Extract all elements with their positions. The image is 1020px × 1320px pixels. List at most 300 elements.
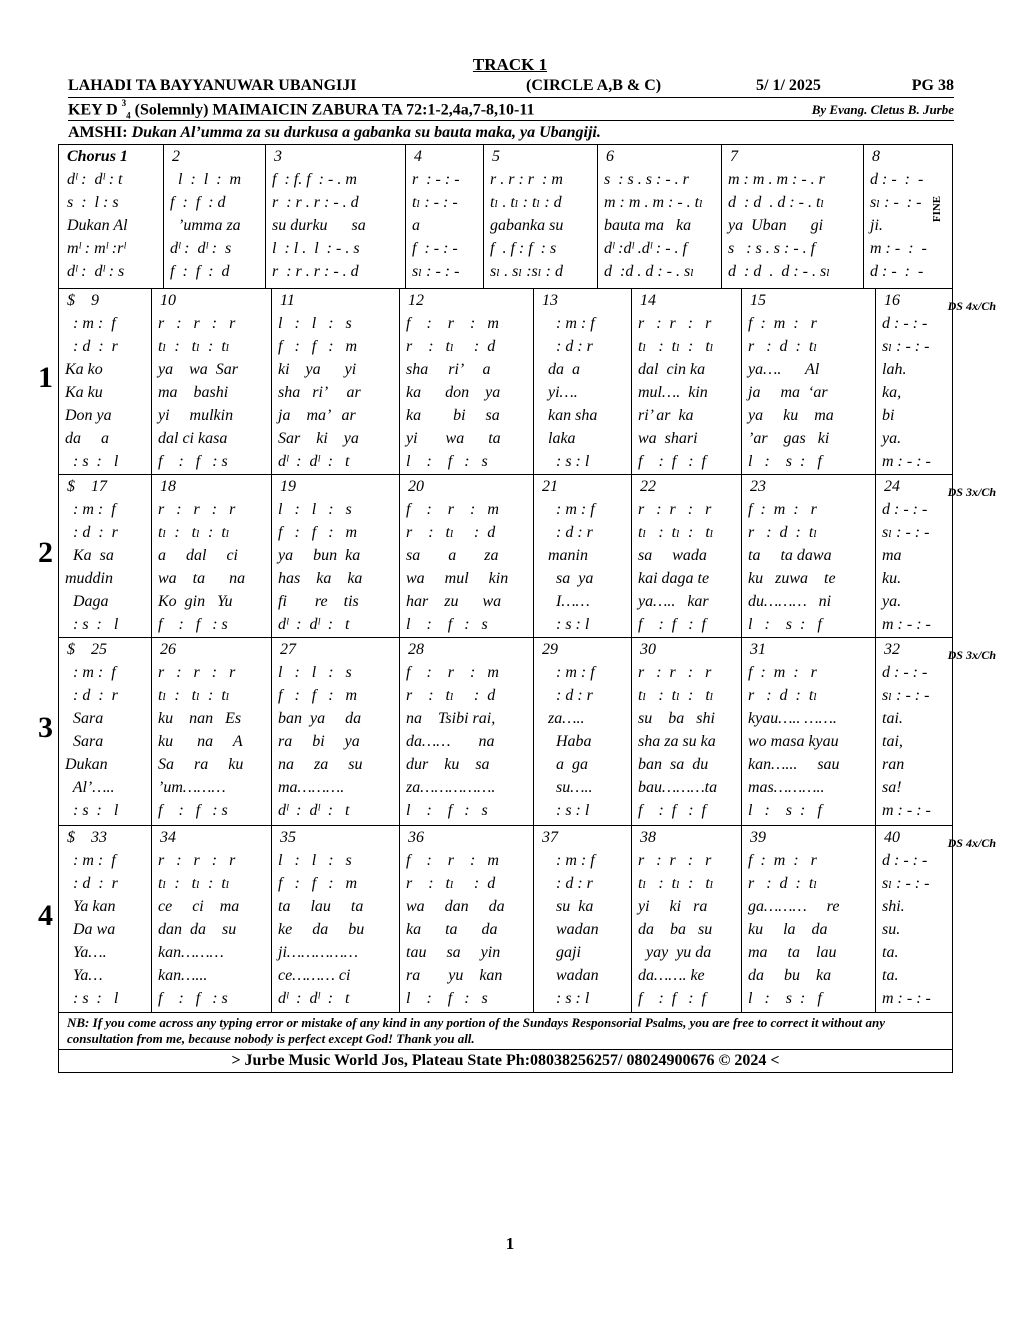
notation-line: ri’ ar ka [638, 407, 694, 424]
measure-number: 2 [172, 148, 180, 165]
notation-line: laka [540, 430, 576, 447]
measure-cell [59, 289, 151, 474]
notation-line: : d : r [65, 524, 118, 541]
notation-line: bau………ta [638, 779, 718, 796]
notation-line: ji…………… [278, 944, 359, 961]
notation-line: d : - : - [882, 501, 928, 518]
notation-line: ki ya yi [278, 361, 357, 378]
measure-number: 32 [884, 641, 900, 658]
notation-line: r : - : - [412, 171, 460, 188]
fine-marker: FINE [930, 195, 943, 223]
measure-cell [631, 475, 741, 637]
measure-cell [399, 638, 533, 825]
notation-line: sha ri’ a [406, 361, 491, 378]
notation-line: : d : r [65, 687, 118, 704]
notation-line: d : d . d : - . tₗ [728, 194, 825, 211]
notation-line: gaji [540, 944, 581, 961]
notation-line: l : l : m [170, 171, 242, 188]
notation-line: ban sa du [638, 756, 709, 773]
notation-line: su ka [540, 898, 594, 915]
notation-line: tₗ : tₗ : tₗ [158, 687, 230, 704]
notation-line: mul…. kin [638, 384, 708, 401]
measure-number: 8 [872, 148, 880, 165]
measure-number: 26 [160, 641, 176, 658]
notation-line: m : m . m : - . tₗ [604, 194, 703, 211]
notation-line: sa! [882, 779, 902, 796]
notation-line: dˡ : dˡ : t [278, 453, 350, 470]
notation-line: r : d : tₗ [748, 338, 818, 355]
header-line-2 [68, 100, 954, 121]
notation-line: ja ma ‘ar [748, 384, 828, 401]
notation-line: f : f : s [158, 802, 228, 819]
notation-line: wa mul kin [406, 570, 509, 587]
notation-line: Da wa [65, 921, 116, 938]
notation-line: r : r : r [158, 852, 236, 869]
notation-line: da…… na [406, 733, 495, 750]
measure-cell [265, 145, 405, 288]
notation-line: ’um……… [158, 779, 226, 796]
measure-number: 21 [542, 478, 558, 495]
notation-line: : m : f [540, 315, 595, 332]
notation-line: f : f : f [638, 616, 706, 633]
notation-line: wo masa kyau [748, 733, 839, 750]
key-prefix: KEY D [68, 101, 122, 119]
notation-line: s : s . s : - . f [728, 240, 816, 257]
measure-cell [399, 826, 533, 1012]
measure-number: 29 [542, 641, 558, 658]
notation-line: ka ta da [406, 921, 498, 938]
notation-line: tₗ : tₗ : tₗ [638, 875, 714, 892]
page-label: PG 38 [911, 77, 954, 94]
measure-cell [59, 826, 151, 1012]
ds-marker: DS 4x/Ch [947, 836, 996, 850]
notation-line: d : - : - [882, 664, 928, 681]
time-sig-bottom: 4 [126, 110, 131, 121]
measure-number: 10 [160, 292, 176, 309]
measure-number: 24 [884, 478, 900, 495]
notation-line: wadan [540, 967, 599, 984]
notation-line: f : r : m [406, 315, 499, 332]
notation-line: a [412, 217, 420, 234]
notation-line: m : - : - [882, 802, 931, 819]
notation-line: ku na A [158, 733, 243, 750]
author: By Evang. Cletus B. Jurbe [811, 102, 954, 117]
notation-line: l : f : s [406, 616, 488, 633]
notation-line: sₗ . sₗ :sₗ : d [490, 263, 563, 280]
notation-line: dur ku sa [406, 756, 490, 773]
verse-number: 3 [38, 711, 53, 744]
measure-cell [151, 638, 271, 825]
notation-line: d : d . d : - . sₗ [728, 263, 831, 280]
measure-number: $ 9 [67, 292, 99, 309]
notation-line: d : - : - [870, 263, 924, 280]
notation-line: sa ya [540, 570, 594, 587]
notation-line: su….. [540, 779, 593, 796]
measure-number: 28 [408, 641, 424, 658]
measure-number: 38 [640, 829, 656, 846]
notation-line: tₗ : tₗ : tₗ [158, 524, 230, 541]
notation-line: m : - : - [870, 240, 927, 257]
notation-line: shi. [882, 898, 905, 915]
measure-number: 27 [280, 641, 296, 658]
notation-line: na za su [278, 756, 363, 773]
notation-line: : d : r [65, 338, 118, 355]
notation-line: manin [540, 547, 588, 564]
notation-line: yi wa ta [406, 430, 501, 447]
notation-line: : d : r [540, 338, 593, 355]
notation-line: f : r : m [406, 501, 499, 518]
notation-line: ja ma’ ar [278, 407, 356, 424]
measure-cell [59, 638, 151, 825]
notation-line: r : r : r [158, 664, 236, 681]
notation-line: tₗ : tₗ : tₗ [158, 338, 230, 355]
measure-cell [875, 638, 996, 825]
notation-line: ka, [882, 384, 902, 401]
notation-line: da bu ka [748, 967, 832, 984]
notation-line: f : f : f [638, 990, 706, 1007]
notation-line: f : f : s [158, 990, 228, 1007]
notation-line: har zu wa [406, 593, 502, 610]
notation-line: dal ci kasa [158, 430, 228, 447]
notation-line: ya. [882, 430, 902, 447]
notation-line: l : l : s [278, 852, 352, 869]
notation-line: r : r : r [638, 664, 712, 681]
notation-line: : m : f [540, 664, 595, 681]
measure-cell [875, 475, 996, 637]
notation-line: : d : r [540, 524, 593, 541]
measure-cell [405, 145, 483, 288]
notation-line: ce……… ci [278, 967, 351, 984]
notation-line: ku. [882, 570, 902, 587]
notation-line: : s : l [540, 616, 590, 633]
chorus-row [59, 145, 952, 289]
notation-line: ra bi ya [278, 733, 360, 750]
notation-line: : d : r [540, 875, 593, 892]
verse-number: 2 [38, 535, 53, 569]
notation-line: f : f : d [170, 194, 226, 211]
measure-cell [151, 475, 271, 637]
measure-cell [59, 475, 151, 637]
measure-cell [151, 289, 271, 474]
notation-line: sₗ : - : - [882, 524, 930, 541]
notation-line: Don ya [65, 407, 112, 424]
ds-marker: DS 3x/Ch [947, 648, 996, 662]
notation-line: : m : f [65, 852, 116, 869]
date-label: 5/ 1/ 2025 [756, 77, 821, 94]
circle-label: (CIRCLE A,B & C) [526, 77, 662, 94]
notation-line: ya wa Sar [158, 361, 238, 378]
notation-line: dˡ : dˡ : s [170, 240, 232, 257]
notation-line: sₗ : - : - [882, 338, 930, 355]
measure-cell [151, 826, 271, 1012]
notation-line: za….. [540, 710, 585, 727]
measure-number: 34 [160, 829, 176, 846]
measure-number: 12 [408, 292, 424, 309]
notation-line: kai daga te [638, 570, 710, 587]
header-line-1 [68, 77, 954, 98]
notation-line: tₗ : tₗ : tₗ [638, 687, 714, 704]
notation-line: za……………. [406, 779, 496, 796]
notation-line: tai, [882, 733, 903, 750]
notation-line: ra yu kan [406, 967, 503, 984]
notation-line: dˡ : dˡ : t [278, 616, 350, 633]
notation-line: ku nan Es [158, 710, 242, 727]
notation-line: r . r : r : m [490, 171, 563, 188]
notation-line: : s : l [540, 453, 590, 470]
measure-number: 37 [542, 829, 558, 846]
page-number: 1 [505, 1234, 515, 1253]
notation-line: m : - : - [882, 616, 931, 633]
notation-line: sha za su ka [638, 733, 716, 750]
notation-line: wadan [540, 921, 599, 938]
notation-line: f : r : m [406, 852, 499, 869]
track-title: TRACK 1 [472, 55, 548, 74]
measure-number: $ 33 [67, 829, 107, 846]
measure-number: 20 [408, 478, 424, 495]
notation-line: sₗ : - : - [882, 687, 930, 704]
notation-line: dˡ : dˡ : t [67, 171, 123, 188]
notation-line: f : f : m [278, 875, 358, 892]
notation-line: Sar ki ya [278, 430, 359, 447]
notation-line: : s : l [540, 990, 590, 1007]
measure-cell [533, 638, 631, 825]
notation-line: ji. [870, 217, 883, 234]
verse-row [59, 289, 996, 475]
notation-line: kan…... [158, 967, 208, 984]
notation-line: tₗ . tₗ : tₗ : d [490, 194, 562, 211]
notation-line: : s : l [65, 990, 119, 1007]
notation-line: Ya… [65, 967, 103, 984]
notation-line: : m : f [540, 501, 595, 518]
verse-row [59, 475, 996, 638]
notation-line: r : tₗ : d [406, 687, 496, 704]
measure-cell [399, 289, 533, 474]
measure-cell [721, 145, 863, 288]
measure-cell [875, 826, 996, 1012]
notation-line: Ka ku [65, 384, 103, 401]
notation-line: r : r : r [638, 501, 712, 518]
notation-line: : m : f [540, 852, 595, 869]
notation-line: a ga [540, 756, 588, 773]
notation-line: bauta ma ka [604, 217, 692, 234]
notation-line: tai. [882, 710, 903, 727]
notation-line: f : - : - [412, 240, 458, 257]
notation-line: l : s : f [748, 453, 822, 470]
ds-marker: DS 3x/Ch [947, 485, 996, 499]
notation-line: dan da su [158, 921, 237, 938]
notation-line: da ba su [638, 921, 713, 938]
notation-line: f : m : r [748, 501, 817, 518]
notation-line: r : r . r : - . d [272, 194, 359, 211]
measure-cell [631, 826, 741, 1012]
notation-line: r : d : tₗ [748, 687, 818, 704]
notation-line: I…… [540, 593, 590, 610]
notation-line: r : r : r [158, 501, 236, 518]
measure-number: $ 25 [67, 641, 107, 658]
notation-line: : d : r [540, 687, 593, 704]
notation-line: r : d : tₗ [748, 875, 818, 892]
notation-line: r : r : r [638, 315, 712, 332]
verse-number: 1 [38, 361, 53, 394]
notation-line: ma [882, 547, 902, 564]
notation-line: l : l : s [278, 315, 352, 332]
notation-line: tₗ : tₗ : tₗ [638, 338, 714, 355]
measure-cell [483, 145, 597, 288]
notation-line: ta ta dawa [748, 547, 832, 564]
ds-marker: DS 4x/Ch [947, 299, 996, 313]
measure-cell [163, 145, 265, 288]
notation-line: ma ta lau [748, 944, 837, 961]
notation-line: ka don ya [406, 384, 501, 401]
measure-number: 5 [492, 148, 500, 165]
measure-number: 19 [280, 478, 296, 495]
measure-cell [597, 145, 721, 288]
measure-cell [271, 638, 399, 825]
notation-line: f : f : m [278, 338, 358, 355]
notation-line: l : l . l : - . s [272, 240, 360, 257]
time-sig-top: 3 [121, 98, 127, 108]
notation-line: su ba shi [638, 710, 715, 727]
notation-line: Ka sa [65, 547, 114, 564]
notation-line: f : f : m [278, 687, 358, 704]
measure-cell [863, 145, 952, 288]
measure-cell [741, 475, 875, 637]
notation-line: has ka ka [278, 570, 363, 587]
notation-line: ban ya da [278, 710, 362, 727]
notation-line: l : s : f [748, 990, 822, 1007]
notation-line: du……… ni [748, 593, 832, 610]
notation-line: kyau….. ……. [748, 710, 837, 727]
notation-line: a dal ci [158, 547, 238, 564]
notation-line: sha ri’ ar [278, 384, 361, 401]
notation-line: r : r : r [638, 852, 712, 869]
notation-line: f : f : s [158, 453, 228, 470]
notation-line: da a [65, 430, 109, 447]
notation-line: tₗ : tₗ : tₗ [638, 524, 714, 541]
notation-line: ya….. kar [638, 593, 709, 610]
notation-line: wa dan da [406, 898, 505, 915]
notation-line: : s : l [65, 453, 119, 470]
notation-line: Dukan Al [67, 217, 128, 234]
measure-cell [533, 289, 631, 474]
notation-line: yi ki ra [638, 898, 708, 915]
measure-cell [875, 289, 996, 474]
notation-line: dˡ : dˡ : s [67, 263, 125, 280]
notation-line: ma bashi [158, 384, 229, 401]
notation-line: tau sa yin [406, 944, 501, 961]
measure-cell [271, 475, 399, 637]
notation-line: ya ku ma [748, 407, 834, 424]
notation-line: f : m : r [748, 315, 817, 332]
notation-line: gabanka su [490, 217, 564, 234]
measure-number: 18 [160, 478, 176, 495]
notation-line: l : f : s [406, 990, 488, 1007]
notation-line: ya…. Al [748, 361, 820, 378]
notation-line: s : l : s [67, 194, 119, 211]
notation-line: f : f : f [638, 453, 706, 470]
measure-cell [741, 289, 875, 474]
notation-line: r : r . r : - . d [272, 263, 359, 280]
notation-line: : m : f [65, 664, 116, 681]
measure-cell [631, 289, 741, 474]
notation-line: ya Uban gi [728, 217, 824, 234]
notation-line: ma………. [278, 779, 345, 796]
notation-line: Ko gin Yu [158, 593, 233, 610]
measure-number: 15 [750, 292, 766, 309]
verses [59, 289, 996, 1013]
notation-line: f : m : r [748, 852, 817, 869]
measure-cell [533, 475, 631, 637]
notation-line: m : - : - [882, 453, 931, 470]
notation-line: ’umma za [170, 217, 241, 234]
notation-line: : m : f [65, 315, 116, 332]
notation-line: r : d : tₗ [748, 524, 818, 541]
measure-number: 35 [280, 829, 296, 846]
notation-line: wa shari [638, 430, 698, 447]
notation-line: da……. ke [638, 967, 705, 984]
notation-line: fi re tis [278, 593, 359, 610]
notation-line: yi mulkin [158, 407, 234, 424]
notation-line: sₗ : - : - [412, 263, 460, 280]
measure-number: 22 [640, 478, 656, 495]
notation-line: r : r : r [158, 315, 236, 332]
notation-line: dal cin ka [638, 361, 706, 378]
notation-line: f : f : d [170, 263, 230, 280]
measure-number: 14 [640, 292, 656, 309]
notation-line: : d : r [65, 875, 118, 892]
amshi-text: Dukan Al’umma za su durkusa a gabanka su bauta maka, ya Ubangiji. [131, 124, 601, 141]
notation-line: l : f : s [406, 453, 488, 470]
measure-cell [631, 638, 741, 825]
notation-line: muddin [65, 570, 113, 587]
notation-line: : m : f [65, 501, 116, 518]
verse-row [59, 638, 996, 826]
notation-line: r : tₗ : d [406, 338, 496, 355]
notation-line: f : m : r [748, 664, 817, 681]
notation-line: Dukan [65, 756, 108, 773]
notation-line: d :d . d : - . sₗ [604, 263, 695, 280]
notation-line: ke da bu [278, 921, 365, 938]
notation-line: Sara [65, 733, 104, 750]
notation-line: dˡ : dˡ : t [278, 990, 350, 1007]
notation-line: ga……… re [748, 898, 840, 915]
verse-row [59, 826, 996, 1013]
notation-line: da a [540, 361, 580, 378]
measure-cell [271, 826, 399, 1012]
measure-number: 13 [542, 292, 558, 309]
notation-line: : s : l [65, 616, 119, 633]
notation-line: Haba [540, 733, 592, 750]
music-grid [58, 144, 996, 1073]
notation-line: ta lau ta [278, 898, 364, 915]
verse-number: 4 [38, 898, 53, 932]
notation-line: ka bi sa [406, 407, 500, 424]
notation-line: Al’….. [65, 779, 115, 796]
notation-line: sₗ : - : - [870, 194, 922, 211]
note: NB: If you come across any typing error or mistake of any kind in any portion of the Sundays Responsorial Psalms, you are free to correct it without any consultation from me, because nobody is perfect except God! Thank you all. [59, 1013, 952, 1050]
notation-line: f : r : m [406, 664, 499, 681]
notation-line: Sara [65, 710, 104, 727]
notation-line: m : m . m : - . r [728, 171, 825, 188]
notation-line: ku la da [748, 921, 828, 938]
notation-line: r : tₗ : d [406, 875, 496, 892]
notation-line: m : - : - [882, 990, 931, 1007]
notation-line: : s : l [65, 802, 119, 819]
notation-line: s : s . s : - . r [604, 171, 689, 188]
notation-line: su. [882, 921, 901, 938]
notation-line: Sa ra ku [158, 756, 244, 773]
notation-line: dˡ :dˡ .dˡ : - . f [604, 240, 687, 257]
